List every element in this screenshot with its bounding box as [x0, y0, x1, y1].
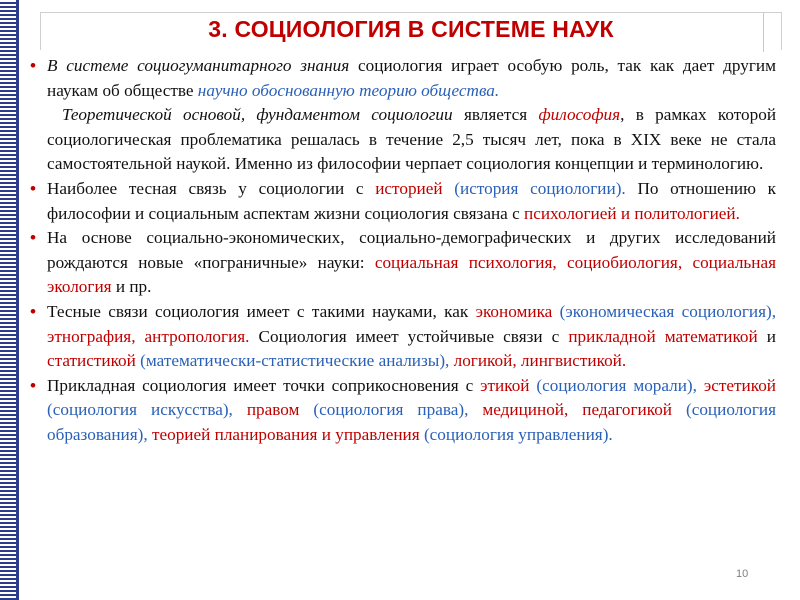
- text-run: Теоретической основой, фундаментом социологии: [62, 105, 453, 125]
- text-run: [233, 400, 247, 419]
- text-run: психологией и политологией.: [524, 203, 740, 223]
- paragraph-1: [30, 54, 776, 103]
- text-run: и: [757, 326, 776, 346]
- text-run: историей: [375, 178, 443, 198]
- text-run: (экономическая социология),: [552, 301, 776, 321]
- paragraph-6: [30, 374, 776, 448]
- text-run: (математически-статистические анализы),: [135, 351, 450, 371]
- text-run: (социология морали),: [529, 375, 697, 395]
- text-run: медициной, педагогикой: [482, 400, 672, 420]
- text-run: философия: [538, 105, 621, 125]
- text-run: Наиболее тесная связь у социологии с: [47, 178, 376, 198]
- paragraph-2: [30, 103, 776, 177]
- text-run: (социология права),: [299, 400, 469, 420]
- text-run: В системе социогуманитарного знания: [47, 56, 350, 75]
- text-run: социальная психология, социобиология, социальная экология: [47, 252, 777, 297]
- bullet-icon: •: [30, 301, 37, 321]
- text-run: этнография, антропология.: [47, 326, 250, 346]
- text-run: (социология управления).: [419, 424, 613, 444]
- text-run: , в рамках которой социологическая проблематика решалась в течение 2,5 тысяч лет, пока в XIX веке не стала самостоятельной наукой. Именно из философии черпает социология концепции и терминологию.: [47, 105, 777, 174]
- text-run: и пр.: [111, 277, 152, 297]
- text-run: [468, 400, 482, 419]
- bullet-icon: •: [30, 375, 37, 395]
- text-run: [697, 376, 704, 395]
- text-run: правом: [246, 400, 300, 420]
- paragraph-4: [30, 226, 776, 300]
- text-run: теорией планирования и управления: [151, 424, 420, 444]
- text-run: научно обоснованную теорию общества.: [197, 80, 500, 100]
- paragraph-5: [30, 300, 776, 374]
- text-run: является: [452, 105, 539, 125]
- text-run: (социология образования),: [47, 400, 777, 444]
- text-run: Прикладная социология имеет точки соприкосновения с: [47, 375, 481, 395]
- bullet-icon: •: [30, 228, 37, 248]
- text-run: эстетикой: [703, 375, 776, 395]
- text-run: (история социологии).: [442, 178, 626, 198]
- text-run: прикладной математикой: [568, 326, 758, 346]
- slide-title: 3. СОЦИОЛОГИЯ В СИСТЕМЕ НАУК: [208, 16, 614, 42]
- text-run: Тесные связи социология имеет с такими науками, как: [47, 301, 476, 321]
- bullet-icon: •: [30, 178, 37, 198]
- paragraph-3: [30, 177, 776, 226]
- text-run: Социология имеет устойчивые связи с: [249, 326, 569, 346]
- text-run: По отношению к философии и социальным аспектам жизни социология связана с: [47, 178, 776, 223]
- text-run: этикой: [480, 375, 530, 395]
- text-run: статистикой: [47, 351, 136, 371]
- text-run: социология играет особую роль, так как дает другим наукам об обществе: [47, 56, 776, 100]
- text-run: (социология искусства),: [47, 400, 233, 420]
- text-run: логикой, лингвистикой.: [453, 351, 627, 371]
- bullet-icon: •: [30, 56, 37, 75]
- decorative-stripe: [0, 0, 19, 600]
- page-number: 10: [736, 568, 749, 580]
- slide-body: [30, 54, 776, 448]
- text-run: На основе социально-экономических, социально-демографических и других исследований рождаются новые «пограничные» науки:: [47, 228, 776, 272]
- text-run: экономика: [475, 301, 553, 321]
